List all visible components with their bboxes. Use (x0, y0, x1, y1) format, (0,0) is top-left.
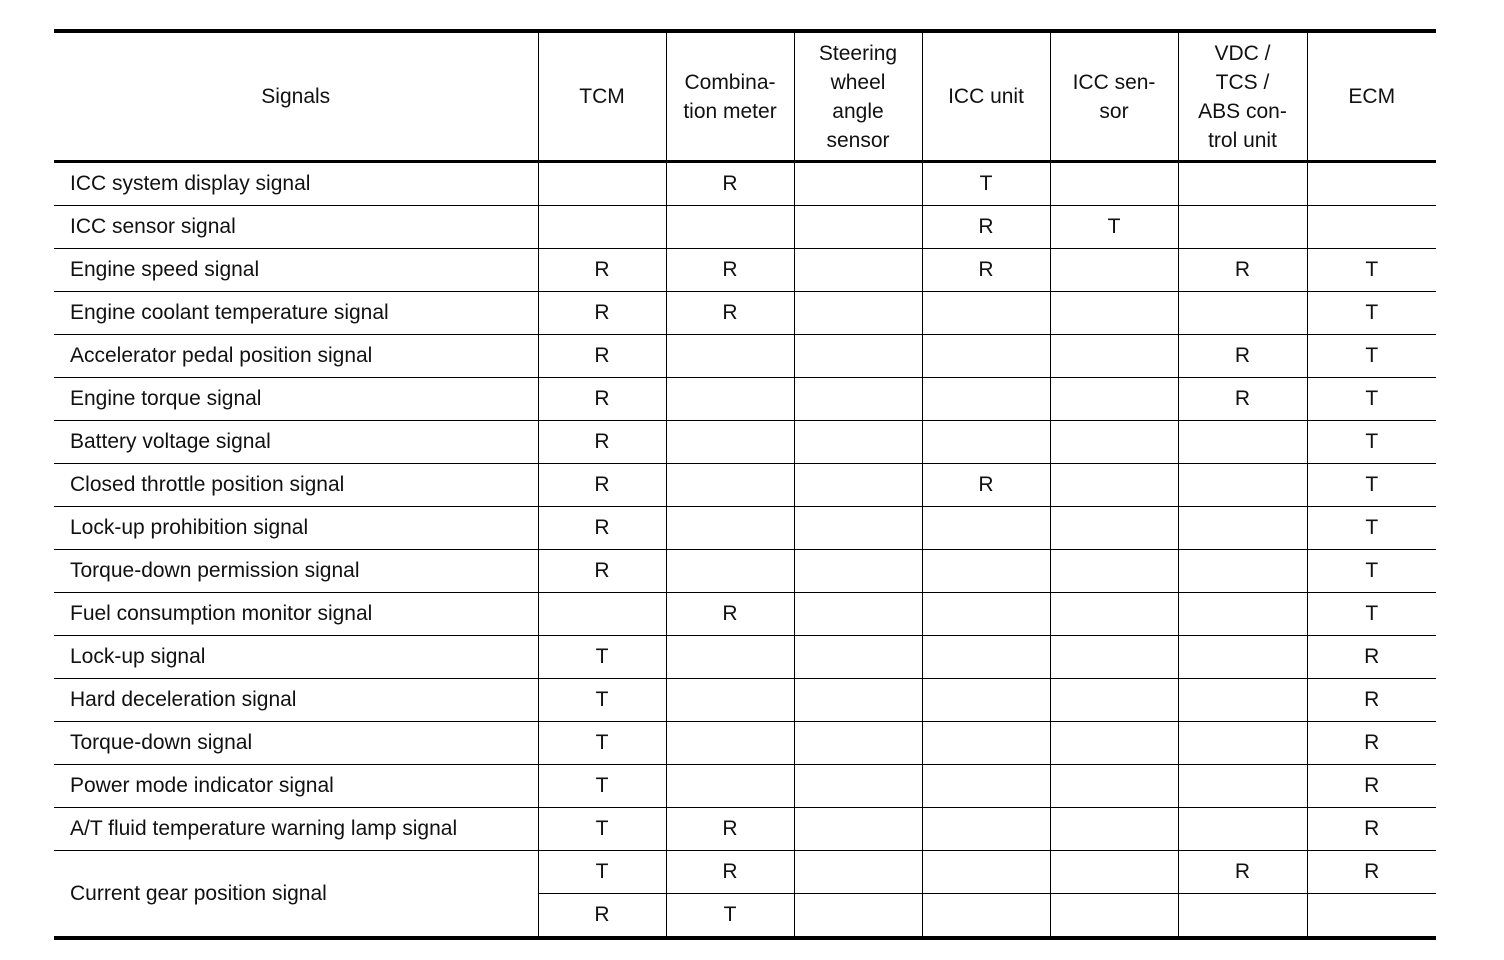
signal-name-cell: Engine coolant temperature signal (54, 292, 538, 335)
signal-cell-ecm: T (1307, 421, 1436, 464)
signal-cell-tcm: R (538, 550, 666, 593)
signal-cell-icc-sensor (1050, 249, 1178, 292)
signal-cell-vdc-tcs-abs-control-unit (1178, 162, 1307, 206)
signal-cell-tcm (538, 162, 666, 206)
signal-cell-vdc-tcs-abs-control-unit (1178, 292, 1307, 335)
signal-cell-icc-sensor (1050, 851, 1178, 894)
signal-name-cell: Power mode indicator signal (54, 765, 538, 808)
signal-name-cell: ICC sensor signal (54, 206, 538, 249)
signal-cell-ecm (1307, 894, 1436, 939)
signal-cell-icc-sensor (1050, 292, 1178, 335)
signal-cell-icc-unit (922, 593, 1050, 636)
table-row (54, 464, 1436, 507)
signal-cell-combination-meter: R (666, 162, 794, 206)
signal-cell-icc-sensor: T (1050, 206, 1178, 249)
signal-cell-icc-unit (922, 679, 1050, 722)
header-text: sor (1099, 99, 1129, 123)
signal-cell-icc-sensor (1050, 464, 1178, 507)
signal-cell-ecm: T (1307, 249, 1436, 292)
signal-cell-ecm: R (1307, 722, 1436, 765)
signal-cell-icc-sensor (1050, 636, 1178, 679)
table-row (54, 162, 1436, 206)
signal-cell-vdc-tcs-abs-control-unit (1178, 679, 1307, 722)
signal-cell-tcm: T (538, 722, 666, 765)
signal-cell-ecm: T (1307, 464, 1436, 507)
header-tcm (538, 31, 666, 162)
table-row (54, 593, 1436, 636)
signal-cell-ecm: T (1307, 292, 1436, 335)
signal-name-cell: Engine speed signal (54, 249, 538, 292)
signal-cell-icc-sensor (1050, 894, 1178, 939)
signal-name-cell: Torque-down permission signal (54, 550, 538, 593)
signal-cell-vdc-tcs-abs-control-unit (1178, 765, 1307, 808)
signal-cell-ecm: R (1307, 765, 1436, 808)
table-row (54, 249, 1436, 292)
signal-cell-icc-unit (922, 292, 1050, 335)
signal-cell-vdc-tcs-abs-control-unit (1178, 421, 1307, 464)
signal-cell-tcm (538, 206, 666, 249)
signal-cell-icc-unit (922, 378, 1050, 421)
signal-cell-combination-meter: R (666, 808, 794, 851)
signal-cell-tcm: R (538, 894, 666, 939)
signal-cell-icc-sensor (1050, 722, 1178, 765)
signal-cell-ecm (1307, 206, 1436, 249)
signal-cell-steering-wheel-angle-sensor (794, 292, 922, 335)
signal-cell-combination-meter: T (666, 894, 794, 939)
signal-cell-tcm: R (538, 335, 666, 378)
header-icc-unit (922, 31, 1050, 162)
signal-cell-tcm: R (538, 292, 666, 335)
signal-cell-icc-sensor (1050, 162, 1178, 206)
signal-cell-icc-unit (922, 722, 1050, 765)
signal-cell-combination-meter (666, 464, 794, 507)
signal-cell-icc-unit (922, 765, 1050, 808)
signal-cell-steering-wheel-angle-sensor (794, 162, 922, 206)
signal-cell-tcm: R (538, 507, 666, 550)
signal-cell-icc-unit: T (922, 162, 1050, 206)
table-row (54, 550, 1436, 593)
signal-cell-tcm: T (538, 808, 666, 851)
signal-cell-combination-meter: R (666, 292, 794, 335)
header-icc-sensor (1050, 31, 1178, 162)
signal-cell-steering-wheel-angle-sensor (794, 894, 922, 939)
signal-cell-combination-meter (666, 378, 794, 421)
signal-cell-steering-wheel-angle-sensor (794, 722, 922, 765)
table-row (54, 206, 1436, 249)
signal-cell-steering-wheel-angle-sensor (794, 851, 922, 894)
signal-cell-vdc-tcs-abs-control-unit (1178, 636, 1307, 679)
table-row (54, 765, 1436, 808)
signal-cell-combination-meter (666, 636, 794, 679)
signal-cell-combination-meter (666, 722, 794, 765)
header-row (54, 31, 1436, 162)
signal-cell-combination-meter: R (666, 249, 794, 292)
signal-cell-vdc-tcs-abs-control-unit: R (1178, 249, 1307, 292)
signal-cell-combination-meter (666, 421, 794, 464)
signal-cell-ecm: T (1307, 335, 1436, 378)
signal-cell-combination-meter (666, 335, 794, 378)
header-text: TCS / (1215, 70, 1270, 94)
signal-cell-combination-meter (666, 206, 794, 249)
signal-table (54, 29, 1436, 940)
signal-cell-steering-wheel-angle-sensor (794, 507, 922, 550)
signal-cell-combination-meter: R (666, 851, 794, 894)
signal-cell-icc-sensor (1050, 679, 1178, 722)
signal-cell-icc-sensor (1050, 808, 1178, 851)
signal-name-cell: Lock-up signal (54, 636, 538, 679)
signal-cell-steering-wheel-angle-sensor (794, 679, 922, 722)
signal-cell-icc-sensor (1050, 421, 1178, 464)
signal-cell-vdc-tcs-abs-control-unit (1178, 722, 1307, 765)
signal-cell-steering-wheel-angle-sensor (794, 550, 922, 593)
header-text: wheel (830, 70, 886, 94)
header-text: Signals (261, 85, 331, 108)
signal-cell-icc-unit (922, 851, 1050, 894)
signal-cell-icc-sensor (1050, 378, 1178, 421)
signal-cell-combination-meter (666, 550, 794, 593)
signal-cell-ecm: R (1307, 679, 1436, 722)
signal-name-cell: Hard deceleration signal (54, 679, 538, 722)
signal-cell-tcm: T (538, 636, 666, 679)
signal-cell-ecm: T (1307, 593, 1436, 636)
signal-name-cell: Fuel consumption monitor signal (54, 593, 538, 636)
signal-cell-icc-unit (922, 636, 1050, 679)
signal-cell-steering-wheel-angle-sensor (794, 421, 922, 464)
table-row (54, 335, 1436, 378)
signal-cell-tcm: R (538, 421, 666, 464)
header-text: Steering (818, 41, 898, 65)
signal-cell-icc-unit (922, 421, 1050, 464)
table-row (54, 808, 1436, 851)
signal-cell-tcm: R (538, 464, 666, 507)
header-text: tion meter (683, 99, 777, 123)
signal-cell-steering-wheel-angle-sensor (794, 249, 922, 292)
signal-cell-icc-unit: R (922, 249, 1050, 292)
table-row (54, 679, 1436, 722)
signal-name-cell: Engine torque signal (54, 378, 538, 421)
table-row (54, 636, 1436, 679)
signal-cell-steering-wheel-angle-sensor (794, 464, 922, 507)
header-vdc-tcs-abs-control-unit (1178, 31, 1307, 162)
signal-cell-vdc-tcs-abs-control-unit (1178, 593, 1307, 636)
signal-cell-vdc-tcs-abs-control-unit (1178, 550, 1307, 593)
header-steering-wheel-angle-sensor (794, 31, 922, 162)
signal-cell-icc-sensor (1050, 765, 1178, 808)
signal-name-cell: Current gear position signal (54, 851, 538, 939)
signal-cell-tcm: T (538, 851, 666, 894)
signal-cell-ecm: R (1307, 851, 1436, 894)
signal-name-cell: A/T fluid temperature warning lamp signal (54, 808, 538, 851)
signal-cell-icc-unit (922, 507, 1050, 550)
header-text: ICC sen- (1072, 70, 1156, 94)
signal-cell-tcm: R (538, 378, 666, 421)
header-text: TCM (579, 85, 625, 108)
signal-cell-vdc-tcs-abs-control-unit (1178, 808, 1307, 851)
signal-cell-icc-unit (922, 335, 1050, 378)
header-text: trol unit (1208, 128, 1277, 152)
signal-cell-vdc-tcs-abs-control-unit: R (1178, 335, 1307, 378)
signal-name-cell: Accelerator pedal position signal (54, 335, 538, 378)
header-text: ECM (1348, 85, 1396, 108)
header-combination-meter (666, 31, 794, 162)
table-row (54, 851, 1436, 894)
signal-cell-tcm (538, 593, 666, 636)
table-row (54, 292, 1436, 335)
signal-cell-vdc-tcs-abs-control-unit (1178, 894, 1307, 939)
signal-cell-vdc-tcs-abs-control-unit (1178, 464, 1307, 507)
header-text: angle (832, 99, 884, 123)
signal-cell-vdc-tcs-abs-control-unit: R (1178, 851, 1307, 894)
signal-cell-combination-meter (666, 507, 794, 550)
signal-cell-tcm: T (538, 679, 666, 722)
signal-name-cell: Lock-up prohibition signal (54, 507, 538, 550)
table-row (54, 722, 1436, 765)
signal-cell-steering-wheel-angle-sensor (794, 593, 922, 636)
signal-cell-steering-wheel-angle-sensor (794, 206, 922, 249)
signal-cell-icc-unit (922, 808, 1050, 851)
signal-cell-vdc-tcs-abs-control-unit: R (1178, 378, 1307, 421)
signal-cell-icc-unit (922, 894, 1050, 939)
table-row (54, 378, 1436, 421)
header-text: VDC / (1214, 41, 1271, 65)
signal-cell-vdc-tcs-abs-control-unit (1178, 507, 1307, 550)
signal-cell-combination-meter: R (666, 593, 794, 636)
signal-cell-steering-wheel-angle-sensor (794, 378, 922, 421)
signal-cell-ecm: T (1307, 507, 1436, 550)
signal-cell-tcm: T (538, 765, 666, 808)
signal-name-cell: Torque-down signal (54, 722, 538, 765)
signal-cell-combination-meter (666, 679, 794, 722)
signal-name-cell: Battery voltage signal (54, 421, 538, 464)
signal-cell-combination-meter (666, 765, 794, 808)
table-body (54, 162, 1436, 939)
signal-cell-icc-sensor (1050, 550, 1178, 593)
signal-cell-ecm: R (1307, 636, 1436, 679)
signal-cell-ecm: R (1307, 808, 1436, 851)
header-ecm (1307, 31, 1436, 162)
header-text: ABS con- (1198, 99, 1287, 123)
signal-name-cell: ICC system display signal (54, 162, 538, 206)
signal-cell-ecm: T (1307, 550, 1436, 593)
signal-cell-steering-wheel-angle-sensor (794, 765, 922, 808)
signal-cell-ecm: T (1307, 378, 1436, 421)
signal-cell-icc-unit: R (922, 206, 1050, 249)
signal-cell-tcm: R (538, 249, 666, 292)
table-row (54, 421, 1436, 464)
signal-cell-icc-unit (922, 550, 1050, 593)
table-row (54, 507, 1436, 550)
signal-cell-vdc-tcs-abs-control-unit (1178, 206, 1307, 249)
header-text: ICC unit (948, 85, 1024, 108)
header-signals (54, 31, 538, 162)
signal-name-cell: Closed throttle position signal (54, 464, 538, 507)
header-text: sensor (826, 128, 890, 152)
header-text: Combina- (684, 70, 776, 94)
signal-cell-steering-wheel-angle-sensor (794, 636, 922, 679)
signal-cell-steering-wheel-angle-sensor (794, 808, 922, 851)
signal-cell-icc-sensor (1050, 335, 1178, 378)
signal-cell-icc-unit: R (922, 464, 1050, 507)
signal-cell-ecm (1307, 162, 1436, 206)
signal-cell-icc-sensor (1050, 593, 1178, 636)
signal-cell-icc-sensor (1050, 507, 1178, 550)
signal-cell-steering-wheel-angle-sensor (794, 335, 922, 378)
